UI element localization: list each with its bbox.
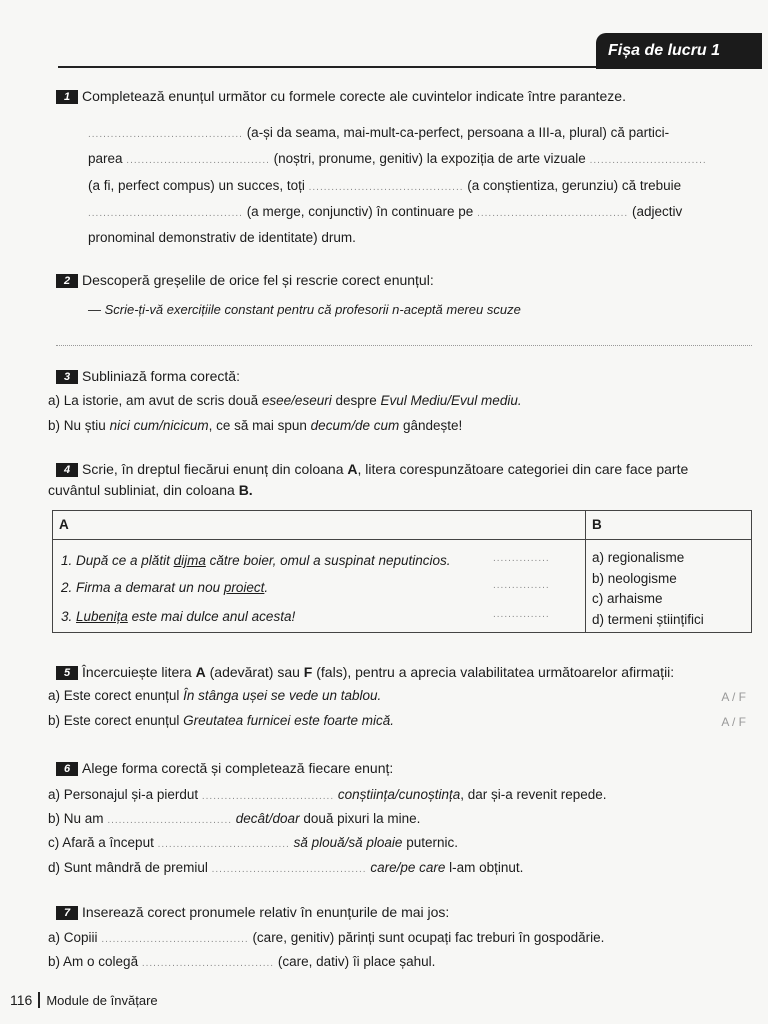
ex2-sentence: — Scrie-ți-vă exercițiile constant pentru că profesorii n-aceptă mereu scuze bbox=[88, 302, 521, 317]
choice-option[interactable]: Evul Mediu/Evul mediu. bbox=[380, 393, 522, 408]
page-footer bbox=[10, 992, 158, 1008]
table-row: 1. După ce a plătit dijma către boier, omul a suspinat neputincios. ............... bbox=[61, 553, 550, 568]
exercise-title: (adevărat) sau bbox=[209, 664, 300, 680]
footer-text: Module de învățare bbox=[46, 993, 158, 1008]
item-text: Am o colegă bbox=[63, 954, 139, 969]
choice-options: care/pe care bbox=[370, 860, 446, 875]
item-text: , ce să mai spun bbox=[208, 418, 307, 433]
exercise-title: Completează enunțul următor cu formele corecte ale cuvintelor indicate între paranteze. bbox=[82, 88, 626, 104]
ex1-line1: (a-și da seama, mai-mult-ca-perfect, persoana a III-a, plural) că partici- bbox=[246, 125, 670, 140]
item-label: b) bbox=[48, 811, 61, 826]
item-label: b) bbox=[48, 954, 61, 969]
fill-blank[interactable]: ................................... bbox=[201, 791, 335, 802]
ex1-line2b: (noștri, pronume, genitiv) la expoziția de arte vizuale bbox=[273, 151, 586, 166]
fill-blank[interactable]: ...................................... bbox=[126, 155, 270, 166]
exercise-title: Încercuiește litera bbox=[82, 664, 192, 680]
item-label: b) bbox=[48, 418, 61, 433]
item-text: gândește! bbox=[402, 418, 463, 433]
item-label: a) bbox=[48, 787, 61, 802]
item-text: (care, genitiv) părinți sunt ocupați fac treburi în gospodărie. bbox=[252, 930, 605, 945]
item-text: puternic. bbox=[406, 835, 458, 850]
worksheet-tag: Fișa de lucru 1 bbox=[596, 33, 762, 69]
fill-blank[interactable]: ....................................... bbox=[101, 934, 249, 945]
item-text: Sunt mândră de premiul bbox=[63, 860, 208, 875]
choice-option[interactable]: decum/de cum bbox=[310, 418, 400, 433]
exercise-title: (fals), pentru a aprecia valabilitatea următoarelor afirmații: bbox=[316, 664, 675, 680]
item-sentence: În stânga ușei se vede un tablou. bbox=[183, 688, 382, 703]
page-number: 116 bbox=[10, 992, 33, 1008]
ex1-line4a: (a merge, conjunctiv) în continuare pe bbox=[246, 204, 474, 219]
column-b-header: B bbox=[586, 511, 752, 540]
category-option: c) arhaisme bbox=[592, 591, 663, 606]
ex1-line5: pronominal demonstrativ de identitate) drum. bbox=[88, 230, 356, 245]
choice-options: să plouă/să ploaie bbox=[293, 835, 403, 850]
matching-table bbox=[52, 510, 752, 633]
item-sentence: Greutatea furnicei este foarte mică. bbox=[183, 713, 394, 728]
column-b-cell bbox=[586, 540, 752, 633]
column-ref: B. bbox=[238, 482, 253, 498]
column-ref: A bbox=[347, 461, 358, 477]
exercise-title: Alege forma corectă și completează fiecare enunț: bbox=[82, 760, 394, 776]
letter-a: A bbox=[195, 664, 206, 680]
true-false-choice[interactable]: A / F bbox=[721, 690, 746, 704]
fill-blank[interactable]: ......................................... bbox=[211, 864, 367, 875]
underlined-word: Lubenița bbox=[76, 609, 128, 624]
footer-divider bbox=[38, 992, 40, 1008]
exercise-number: 2 bbox=[56, 274, 78, 288]
exercise-title: cuvântul subliniat, din coloana bbox=[48, 482, 235, 498]
item-text: Nu am bbox=[63, 811, 104, 826]
category-option: b) neologisme bbox=[592, 570, 677, 586]
ex1-line2a: parea bbox=[88, 151, 123, 166]
answer-blank[interactable]: ............... bbox=[493, 580, 550, 591]
item-text: l-am obținut. bbox=[449, 860, 524, 875]
fill-blank[interactable]: ................................. bbox=[107, 815, 232, 826]
item-text: La istorie, am avut de scris două bbox=[63, 393, 259, 408]
answer-line[interactable] bbox=[56, 345, 752, 346]
category-option: a) regionalisme bbox=[592, 550, 685, 565]
exercise-number: 6 bbox=[56, 762, 78, 776]
item-text: (care, dativ) îi place șahul. bbox=[277, 954, 436, 969]
exercise-number: 1 bbox=[56, 90, 78, 104]
ex1-line3a: (a fi, perfect compus) un succes, toți bbox=[88, 178, 305, 193]
fill-blank[interactable]: ......................................... bbox=[308, 182, 464, 193]
exercise-title: Descoperă greșelile de orice fel și rescrie corect enunțul: bbox=[82, 272, 434, 288]
letter-f: F bbox=[303, 664, 313, 680]
table-row: 3. Lubenița este mai dulce anul acesta! ............... bbox=[61, 609, 550, 624]
item-label: b) bbox=[48, 713, 61, 728]
item-text: despre bbox=[335, 393, 377, 408]
underlined-word: proiect bbox=[223, 580, 265, 595]
answer-blank[interactable]: ............... bbox=[493, 553, 550, 564]
exercise-title: Inserează corect pronumele relativ în enunțurile de mai jos: bbox=[82, 904, 450, 920]
ex1-line4b: (adjectiv bbox=[631, 204, 683, 219]
table-row: 2. Firma a demarat un nou proiect. ............... bbox=[61, 580, 550, 595]
exercise-number: 5 bbox=[56, 666, 78, 680]
true-false-choice[interactable]: A / F bbox=[721, 715, 746, 729]
choice-options: conștiința/cunoștința bbox=[337, 787, 461, 802]
item-label: a) bbox=[48, 393, 61, 408]
item-text: Este corect enunțul bbox=[63, 688, 180, 703]
item-text: Este corect enunțul bbox=[63, 713, 180, 728]
fill-blank[interactable]: ................................... bbox=[157, 839, 290, 850]
item-text: Afară a început bbox=[62, 835, 154, 850]
item-text: , dar și-a revenit repede. bbox=[460, 787, 607, 802]
item-text: Personajul și-a pierdut bbox=[63, 787, 199, 802]
column-a-header: A bbox=[53, 511, 586, 540]
exercise-number: 3 bbox=[56, 370, 78, 384]
item-text: Nu știu bbox=[63, 418, 106, 433]
column-a-cell bbox=[53, 540, 586, 633]
item-text: două pixuri la mine. bbox=[303, 811, 421, 826]
item-label: a) bbox=[48, 688, 61, 703]
exercise-title: Subliniază forma corectă: bbox=[82, 368, 240, 384]
category-option: d) termeni științifici bbox=[592, 611, 704, 627]
header-rule bbox=[58, 66, 618, 68]
fill-blank[interactable]: ......................................... bbox=[88, 208, 243, 219]
ex1-line3b: (a conștientiza, gerunziu) că trebuie bbox=[467, 178, 682, 193]
fill-blank[interactable]: ................................... bbox=[141, 958, 275, 969]
exercise-title: , litera corespunzătoare categoriei din care face parte bbox=[357, 461, 689, 477]
choice-options: decât/doar bbox=[235, 811, 300, 826]
exercise-number: 4 bbox=[56, 463, 78, 477]
choice-option[interactable]: nici cum/nicicum bbox=[109, 418, 209, 433]
answer-blank[interactable]: ............... bbox=[493, 609, 550, 620]
exercise-title: Scrie, în dreptul fiecărui enunț din coloana bbox=[82, 461, 344, 477]
choice-option[interactable]: esee/eseuri bbox=[261, 393, 332, 408]
fill-blank[interactable]: ......................................... bbox=[88, 129, 243, 140]
fill-blank[interactable]: ............................... bbox=[589, 155, 707, 166]
underlined-word: dijma bbox=[173, 553, 206, 568]
item-label: a) bbox=[48, 930, 61, 945]
item-label: c) bbox=[48, 835, 60, 850]
exercise-number: 7 bbox=[56, 906, 78, 920]
fill-blank[interactable]: ........................................ bbox=[477, 208, 629, 219]
item-text: Copiii bbox=[63, 930, 98, 945]
item-label: d) bbox=[48, 860, 61, 875]
